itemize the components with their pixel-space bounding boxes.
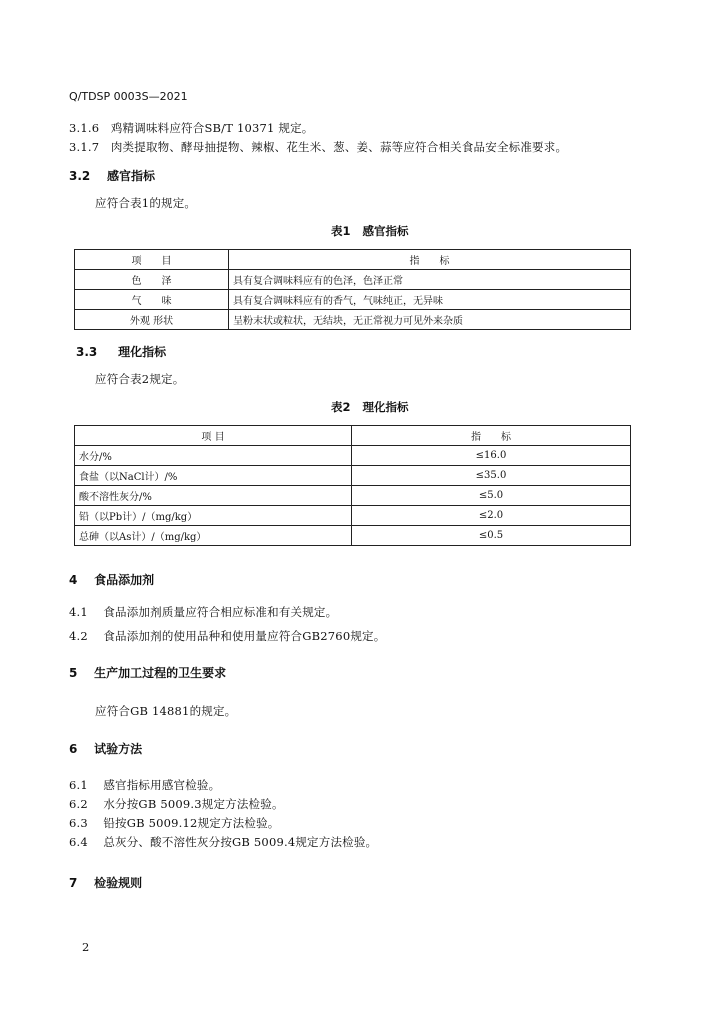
section-4-heading (69, 571, 154, 588)
table-row (75, 506, 631, 526)
section-number: 5 (69, 666, 78, 680)
table-cell: ≤5.0 (352, 486, 631, 506)
clause-4-2 (69, 628, 385, 644)
table-cell: ≤2.0 (352, 506, 631, 526)
section-number: 3.2 (69, 169, 91, 183)
table-cell: ≤35.0 (352, 466, 631, 486)
table-cell: 呈粉末状或粒状，无结块，无正常视力可见外来杂质 (229, 310, 631, 330)
table-row (75, 466, 631, 486)
section-3-3-heading (76, 343, 166, 360)
section-title: 感官指标 (106, 169, 155, 183)
clause-3-1-7 (69, 139, 567, 155)
table-cell: ≤0.5 (352, 526, 631, 546)
section-number: 3.3 (76, 345, 98, 359)
table-cell: 总砷（以As计）/（mg/kg） (75, 526, 352, 546)
table-cell: ≤16.0 (352, 446, 631, 466)
clause-text: 铅按GB 5009.12规定方法检验。 (103, 816, 280, 830)
table-cell: 食盐（以NaCl计）/% (75, 466, 352, 486)
header-cell-spec: 指 标 (229, 250, 631, 270)
clause-number: 3.1.7 (69, 140, 100, 154)
clause-number: 6.1 (69, 778, 88, 792)
section-number: 4 (69, 573, 78, 587)
header-cell-item: 项 目 (75, 250, 229, 270)
section-number: 6 (69, 742, 78, 756)
clause-3-1-6 (69, 120, 314, 136)
table-2-caption (331, 399, 409, 415)
page-number: 2 (82, 940, 90, 954)
clause-text: 水分按GB 5009.3规定方法检验。 (103, 797, 284, 811)
document-code: Q/TDSP 0003S—2021 (69, 90, 188, 103)
caption-number: 表2 (331, 400, 351, 414)
section-3-3-body: 应符合表2规定。 (95, 372, 185, 386)
clause-text: 食品添加剂的使用品种和使用量应符合GB2760规定。 (103, 629, 386, 643)
table-1-caption (331, 223, 409, 239)
clause-6-4 (69, 834, 377, 850)
section-number: 7 (69, 876, 78, 890)
clause-text: 总灰分、酸不溶性灰分按GB 5009.4规定方法检验。 (103, 835, 378, 849)
clause-6-1 (69, 777, 220, 793)
table-row (75, 486, 631, 506)
clause-6-2 (69, 796, 284, 812)
table-row (75, 310, 631, 330)
header-cell-item: 项 目 (75, 426, 352, 446)
table-cell: 气 味 (75, 290, 229, 310)
section-title: 生产加工过程的卫生要求 (94, 666, 227, 680)
sensory-table (74, 249, 631, 330)
section-7-heading (69, 874, 142, 891)
section-title: 试验方法 (94, 742, 143, 756)
clause-number: 3.1.6 (69, 121, 100, 135)
table-cell: 铅（以Pb计）/（mg/kg） (75, 506, 352, 526)
caption-title: 理化指标 (362, 400, 409, 414)
clause-number: 4.2 (69, 629, 88, 643)
caption-title: 感官指标 (362, 224, 409, 238)
clause-6-3 (69, 815, 279, 831)
table-row (75, 446, 631, 466)
section-title: 检验规则 (94, 876, 143, 890)
table-row (75, 290, 631, 310)
table-cell: 酸不溶性灰分/% (75, 486, 352, 506)
table-cell: 具有复合调味料应有的色泽，色泽正常 (229, 270, 631, 290)
clause-number: 6.3 (69, 816, 88, 830)
section-3-2-body: 应符合表1的规定。 (95, 196, 197, 210)
clause-number: 4.1 (69, 605, 88, 619)
clause-number: 6.2 (69, 797, 88, 811)
section-5-heading (69, 664, 226, 681)
section-5-body: 应符合GB 14881的规定。 (95, 704, 237, 718)
clause-text: 鸡精调味料应符合SB/T 10371 规定。 (110, 121, 314, 135)
table-header-row (75, 426, 631, 446)
clause-text: 食品添加剂质量应符合相应标准和有关规定。 (103, 605, 338, 619)
table-header-row (75, 250, 631, 270)
header-cell-spec: 指 标 (352, 426, 631, 446)
table-cell: 水分/% (75, 446, 352, 466)
clause-number: 6.4 (69, 835, 88, 849)
clause-4-1 (69, 604, 337, 620)
section-title: 食品添加剂 (94, 573, 155, 587)
table-row (75, 526, 631, 546)
physicochemical-table (74, 425, 631, 546)
section-title: 理化指标 (118, 345, 167, 359)
clause-text: 感官指标用感官检验。 (103, 778, 221, 792)
table-cell: 色 泽 (75, 270, 229, 290)
caption-number: 表1 (331, 224, 351, 238)
table-cell: 外观 形状 (75, 310, 229, 330)
table-cell: 具有复合调味料应有的香气，气味纯正，无异味 (229, 290, 631, 310)
table-row (75, 270, 631, 290)
section-6-heading (69, 740, 142, 757)
clause-text: 肉类提取物、酵母抽提物、辣椒、花生米、葱、姜、蒜等应符合相关食品安全标准要求。 (110, 140, 568, 154)
section-3-2-heading (69, 167, 155, 184)
